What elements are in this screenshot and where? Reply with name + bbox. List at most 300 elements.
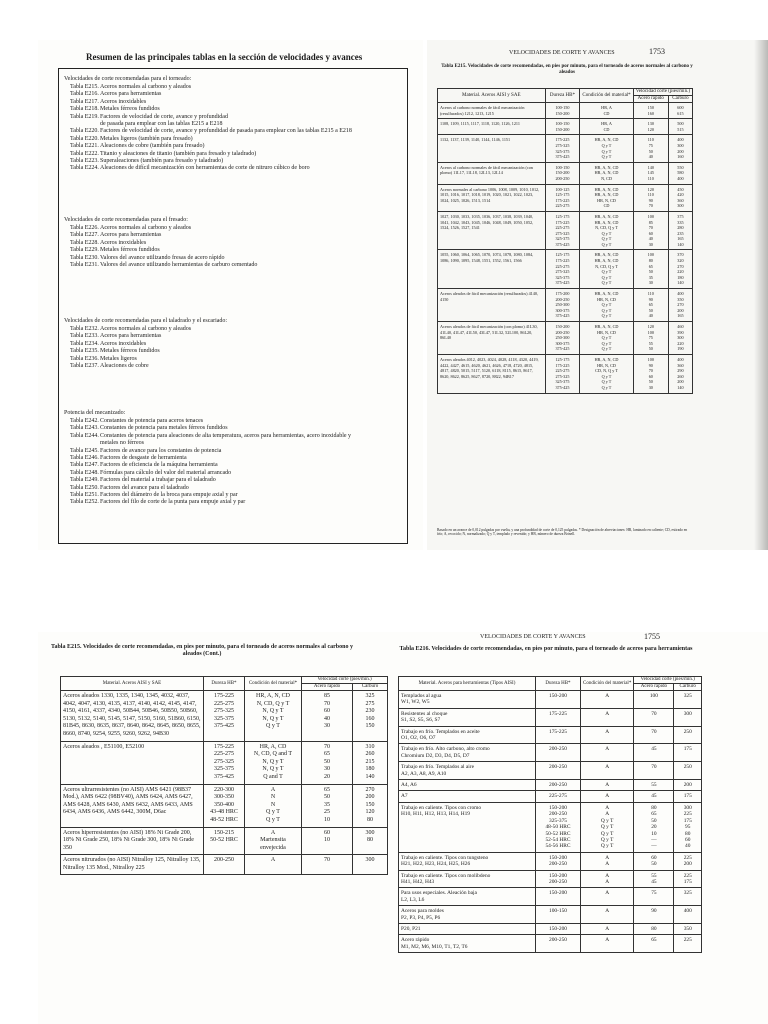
hss-speed-cell: 85 70 60 40 30 (302, 691, 353, 742)
table-e216-page (390, 632, 768, 1024)
hardness-cell: 150-200 (536, 923, 581, 934)
section-turning-heading: Velocidades de corte recomendadas para el torneado: (64, 76, 192, 82)
table-description: Metales ligeros (100, 355, 137, 362)
material-cell: 1027, 1030, 1033, 1035, 1036, 1037, 1038, 1039, 1040, 1041, 1042, 1043, 1045, 1046, 1048, 1049, 1050, 1052, 1524, 1526, 1527, 1541 (438, 211, 546, 250)
carbide-speed-cell: 400 360 290 260 200 140 (668, 354, 692, 393)
table-number: Tabla E252. (70, 499, 99, 506)
material-cell: Acero rápido M1, M2, M6, M10, T1, T2, T6 (399, 935, 536, 953)
carbide-speed-cell: 400 (674, 906, 702, 924)
section-power-list (70, 418, 351, 507)
table-caption: Tabla E215. Velocidades de corte recomendadas, en pies por minuto, para el torneado de aceros normales al carbono y aleados (Cont.) (51, 644, 353, 658)
table-body (61, 691, 388, 875)
table-row (61, 784, 388, 827)
table-caption: Tabla E216. Velocidades de corte recomendadas, en pies por minuto, para el torneado de aceros para herramientas (399, 646, 693, 652)
hardness-cell: 125-175 175-225 225-275 275-325 325-375 375-425 (545, 211, 580, 250)
condition-cell: A (581, 888, 634, 906)
table-description: Constantes de potencia para metales férreos fundidos (100, 425, 228, 432)
condition-cell: A (581, 708, 634, 726)
table-number: Tabla E242. (70, 418, 99, 424)
table-number: Tabla E245. (70, 447, 99, 454)
table-description: Factores del filo de corte de la punta para empuje axial y par (100, 499, 246, 506)
hardness-cell: 100-150 150-200 (545, 119, 580, 135)
table-list-entry (70, 128, 352, 135)
table-number: Tabla E223. (70, 158, 99, 165)
table-number: Tabla E244. (70, 432, 99, 439)
table-row (438, 119, 693, 135)
hardness-cell: 150-200 200-250 (536, 852, 581, 870)
table-list-entry (70, 333, 191, 340)
table-list-entry (70, 232, 257, 239)
condition-cell: A (581, 780, 634, 791)
col-hardness: Dureza HB* (204, 677, 245, 691)
section-drilling-list (70, 326, 191, 370)
table-row (438, 135, 693, 162)
page-number: 1755 (644, 632, 660, 641)
table-number: Tabla E249. (70, 477, 99, 484)
table-list-entry (70, 326, 191, 333)
table-description: Aceros inoxidables (100, 239, 147, 246)
condition-cell: A (581, 691, 634, 709)
table-description: Factores de eficiencia de la máquina herramienta (100, 462, 218, 469)
hardness-cell: 150-200 200-250 325-375 48-50 HRC 50-52 HRC 52-54 HRC 54-56 HRC (536, 802, 581, 852)
table-number: Tabla E227. (70, 232, 99, 239)
table-e215-page (427, 40, 768, 550)
material-cell: Aceros ultrarresistentes (no AISI) AMS 6421 (98B37 Mod.), AMS 6422 (98BV40), AMS 6424, AMS 6427, AMS 6428, AMS 6430, AMS 6432, AMS 6433, AMS 6434, AMS 6436, AMS 6442, 300M, D6ac (61, 784, 204, 827)
table-number: Tabla E234. (70, 340, 99, 347)
hardness-cell: 200-250 (204, 855, 245, 875)
table-list-entry (70, 255, 257, 262)
table-row (399, 923, 702, 934)
hss-speed-cell: 110 90 65 50 40 (633, 289, 668, 322)
table-description: Metales ligeros (también para fresado) (100, 135, 193, 142)
hss-speed-cell: 70 (634, 708, 674, 726)
hardness-cell: 175-225 (536, 708, 581, 726)
hardness-cell: 200-250 (536, 762, 581, 780)
hardness-cell: 150-215 50-52 HRC (204, 827, 245, 855)
hardness-cell: 220-300 300-350 350-400 43-48 HRC 48-52 HRC (204, 784, 245, 827)
table-number: Tabla E218. (70, 106, 99, 113)
table-list-entry (70, 462, 351, 469)
carbide-speed-cell: 500 515 (668, 119, 692, 135)
table-list-entry (70, 106, 352, 113)
table-number: Tabla E224. (70, 165, 99, 172)
table-number: Tabla E215. (70, 84, 99, 90)
carbide-speed-cell: 400 350 270 200 165 (668, 289, 692, 322)
page-gap (0, 565, 768, 625)
hss-speed-cell: 60 50 (634, 852, 674, 870)
table-list-entry (70, 91, 352, 98)
col-condition: Condición del material* (580, 89, 633, 103)
table-description: Constantes de potencia para aleaciones de alta temperatura, aceros para herramientas, acero inoxidable y (100, 432, 352, 439)
table-row (61, 827, 388, 855)
table-row (399, 935, 702, 953)
col-hss: Acero rápido (634, 684, 674, 691)
table-row (61, 691, 388, 742)
table-number: Tabla E228. (70, 239, 99, 246)
hardness-cell: 150-200 (536, 888, 581, 906)
carbide-speed-cell: 250 (674, 726, 702, 744)
table-description: Valores del avance utilizando fresas de acero rápido (100, 254, 225, 261)
condition-cell: HR, A, N, CD HR, A, N, CD N, CD, Q y T Q y T Q y T Q y T (580, 211, 633, 250)
table-list-entry (70, 363, 191, 370)
carbide-speed-cell: 175 (674, 744, 702, 762)
table-description: Constantes de potencia para aceros tenaces (100, 418, 204, 424)
hss-speed-cell: 60 10 (302, 827, 353, 855)
material-cell: Aceros hiperresistentes (no AISI) 18% Ni Grade 200, 18% Ni Grade 250, 18% Ni Grade 300, 18% Ni Grade 350 (61, 827, 204, 855)
table-list-entry (70, 143, 352, 150)
table-description: Factores de velocidad de corte, avance y profundidad de pasada para emplear con las tablas E215 a E218 (100, 128, 352, 135)
hss-speed-cell: 55 45 (634, 870, 674, 888)
table-row (399, 780, 702, 791)
col-carbide: Carburo (668, 96, 692, 103)
table-number: Tabla E246. (70, 455, 99, 462)
hss-speed-cell: 70 65 50 30 20 (302, 741, 353, 784)
table-row (399, 852, 702, 870)
table-description: Metales férreos fundidos (100, 348, 160, 355)
table-number: Tabla E231. (70, 262, 99, 269)
material-cell: Resistentes al choque S1, S2, S5, S6, S7 (399, 708, 536, 726)
table-number (70, 440, 96, 447)
hardness-cell: 175-225 (536, 726, 581, 744)
condition-cell: A Martensita envejecida (245, 827, 302, 855)
running-head: VELOCIDADES DE CORTE Y AVANCES (509, 50, 615, 56)
condition-cell: HR, A, N, CD HR, A, N, CD N, CD (580, 162, 633, 184)
table-e215-cont-page (38, 632, 390, 1024)
col-material: Material. Aceros AISI y SAE (438, 89, 546, 103)
carbide-speed-cell: 225 175 (674, 870, 702, 888)
hardness-cell: 150-200 200-250 250-300 300-375 375-425 (545, 322, 580, 355)
table-number: Tabla E248. (70, 469, 99, 476)
table-row (438, 250, 693, 289)
table-row (438, 184, 693, 211)
table-number: Tabla E220. (70, 135, 99, 142)
material-cell: Para usos especiales. Aleación baja L2, L3, L6 (399, 888, 536, 906)
hardness-cell: 175-225 275-325 325-375 375-425 (545, 135, 580, 162)
carbide-speed-cell: 225 (674, 935, 702, 953)
table-number: Tabla E243. (70, 425, 99, 432)
condition-cell: A (581, 762, 634, 780)
condition-cell: A (581, 906, 634, 924)
hardness-cell: 150-200 (536, 691, 581, 709)
col-speed: Velocidad corte (pies/min.) (634, 677, 702, 684)
condition-cell: HR, A, N, CD HR, A, N, CD N, CD, Q y T Q y T Q y T Q y T (580, 250, 633, 289)
hss-speed-cell: 80 (634, 923, 674, 934)
material-cell: Templados al agua W1, W2, W5 (399, 691, 536, 709)
hss-speed-cell: 75 (634, 888, 674, 906)
table-list-entry (70, 477, 351, 484)
material-cell: Aceros aleados , E51100, E52100 (61, 741, 204, 784)
table-description: Factores de avance para los constantes de potencia (100, 447, 222, 454)
section-drilling-heading: Velocidades de corte recomendadas para el taladrado y el escariado: (64, 318, 228, 324)
condition-cell: A A Q y T Q y T Q y T Q y T Q y T (581, 802, 634, 852)
hss-speed-cell: 90 (634, 906, 674, 924)
table-number (70, 121, 96, 128)
carbide-speed-cell: 370 320 270 220 180 140 (668, 250, 692, 289)
hss-speed-cell: 80 65 50 20 10 — — (634, 802, 674, 852)
table-description: Aleaciones de difícil mecanización con herramientas de corte de nitruro cúbico de boro (100, 165, 310, 172)
carbide-speed-cell: 450 420 360 300 (668, 184, 692, 211)
col-material: Material. Aceros para herramientas (Tipos AISI) (399, 677, 536, 691)
summary-page (38, 40, 423, 550)
carbide-speed-cell: 310 260 215 180 140 (353, 741, 388, 784)
carbide-speed-cell: 400 300 200 160 (668, 135, 692, 162)
col-carbide: Carburo (674, 684, 702, 691)
hardness-cell: 225-275 (536, 791, 581, 802)
carbide-speed-cell: 460 390 300 220 190 (668, 322, 692, 355)
table-description: Factores de velocidad de corte, avance y profundidad (100, 113, 228, 120)
hss-speed-cell: 65 50 35 25 10 (302, 784, 353, 827)
table-description: Aceros para herramientas (100, 91, 162, 98)
table-number: Tabla E233. (70, 333, 99, 340)
material-cell: A7 (399, 791, 536, 802)
carbide-speed-cell: 300 225 175 95 80 60 40 (674, 802, 702, 852)
table-number: Tabla E219. (70, 113, 99, 120)
carbide-speed-cell: 200 (674, 780, 702, 791)
condition-cell: A A (581, 852, 634, 870)
table-description: metales no férreos (100, 440, 144, 447)
condition-cell: HR, A CD (580, 119, 633, 135)
footnote-abbreviations: * Designación de abreviaciones: HR, laminado en caliente; CD, estirado en frío; A, recocido; N, normalizado; Q y T, templado y revenido; y HB, número de dureza Brinell. (437, 528, 688, 537)
material-cell: Trabajo en caliente. Tipos con tungsteno H21, H22, H23, H24, H25, H26 (399, 852, 536, 870)
condition-cell: HR, A, CD N, CD, Q and T N, Q y T N, Q y T Q and T (245, 741, 302, 784)
hss-speed-cell: 120 100 75 55 50 (633, 322, 668, 355)
hss-speed-cell: 100 (634, 691, 674, 709)
condition-cell: HR, A, N, CD HR, N, CD Q y T Q y T Q y T (580, 289, 633, 322)
table-description: Aceros para herramientas (100, 333, 162, 340)
table-number: Tabla E217. (70, 98, 99, 105)
carbide-speed-cell: 250 (674, 762, 702, 780)
material-cell: 1055, 1060, 1064, 1065, 1070, 1074, 1078, 1080, 1084, 1086, 1090, 1095, 1548, 1551, 1552, 1561, 1566 (438, 250, 546, 289)
table-row (399, 691, 702, 709)
table-row (399, 726, 702, 744)
carbide-speed-cell: 270 200 150 120 80 (353, 784, 388, 827)
table-row (438, 289, 693, 322)
table-description: Superaleaciones (también para fresado y taladrado) (100, 158, 224, 165)
carbide-speed-cell: 300 (674, 708, 702, 726)
section-milling-heading: Velocidades de corte recomendadas para el fresado: (64, 217, 188, 223)
table-list-entry (70, 84, 352, 91)
table-number: Tabla E230. (70, 254, 99, 261)
hardness-cell: 125-175 175-225 225-275 275-325 325-375 375-425 (545, 250, 580, 289)
running-head: VELOCIDADES DE CORTE Y AVANCES (480, 634, 586, 640)
hardness-cell: 100-150 (536, 906, 581, 924)
table-row (399, 870, 702, 888)
table-description: Aceros inoxidables (100, 340, 147, 347)
table-list-entry (70, 348, 191, 355)
tool-steel-table (398, 676, 702, 953)
table-row (399, 802, 702, 852)
condition-cell: A (581, 791, 634, 802)
table-list-entry (70, 247, 257, 254)
material-cell: 1108, 1109, 1115, 1117, 1118, 1120, 1126, 1211 (438, 119, 546, 135)
table-list-entry (70, 151, 352, 158)
table-footnote (437, 528, 693, 537)
hss-speed-cell: 120 110 90 70 (633, 184, 668, 211)
table-row (399, 888, 702, 906)
material-cell: Aceros aleados 1330, 1335, 1340, 1345, 4032, 4037, 4042, 4047, 4130, 4135, 4137, 4140, 4142, 4145, 4147, 4150, 4161, 4337, 4340, 50B44, 50B46, 50B50, 50B60, 5130, 5132, 5140, 5145, 5147, 5150, 5160, 51B60, 6150, 81B45, 8630, 8635, 8637, 8640, 8642, 8645, 8650, 8655, 8660, 8740, 9254, 9255, 9260, 9262, 94B30 (61, 691, 204, 742)
scan-shadow (754, 40, 768, 550)
table-description: Factores del diámetro de la broca para empuje axial y par (100, 492, 238, 499)
table-description: Aceros normales al carbono y aleados (100, 225, 192, 231)
table-number: Tabla E250. (70, 484, 99, 491)
table-list-entry (70, 470, 351, 477)
table-row (399, 791, 702, 802)
hardness-cell: 175-225 225-275 275-325 325-375 375-425 (204, 741, 245, 784)
table-number: Tabla E216. (70, 91, 99, 98)
carbide-speed-cell: 300 (353, 855, 388, 875)
col-condition: Condición del material* (245, 677, 302, 691)
table-list-entry (70, 499, 351, 506)
material-cell: Aceros aleados de fácil mecanización (con plomo) 41L30, 41L40, 41L47, 41L50, 43L47, 51L32, 52L100, 86L20, 86L40 (438, 322, 546, 355)
hss-speed-cell: 45 (634, 744, 674, 762)
hss-speed-cell: 110 75 50 40 (633, 135, 668, 162)
col-hss: Acero rápido (633, 96, 668, 103)
table-row (438, 354, 693, 393)
hss-speed-cell: 100 90 70 60 50 30 (633, 354, 668, 393)
col-carbide: Carburo (353, 684, 388, 691)
summary-title: Resumen de las principales tablas en la sección de velocidades y avances (86, 52, 363, 62)
table-number: Tabla E232. (70, 326, 99, 332)
table-row (399, 906, 702, 924)
table-body (399, 691, 702, 953)
table-description: Metales férreos fundidos (100, 247, 160, 254)
hardness-cell: 175-200 200-250 250-300 300-375 375-425 (545, 289, 580, 322)
table-list-entry (70, 425, 351, 432)
table-number: Tabla E237. (70, 363, 99, 370)
table-caption: Tabla E215. Velocidades de corte recomendadas, en pies por minuto, para el torneado de aceros normales al carbono y aleados (441, 64, 693, 75)
condition-cell: A (581, 726, 634, 744)
table-description: Aceros inoxidables (100, 98, 147, 105)
table-row (61, 741, 388, 784)
carbide-speed-cell: 325 (674, 691, 702, 709)
table-number: Tabla E229. (70, 247, 99, 254)
condition-cell: HR, A, N, CD N, CD, Q y T N, Q y T N, Q y T Q y T (245, 691, 302, 742)
table-number: Tabla E221. (70, 143, 99, 150)
hss-speed-cell: 70 (302, 855, 353, 875)
material-cell: Aceros normales al carbono 1006, 1008, 1009, 1010, 1012, 1015, 1016, 1017, 1018, 1019, 1020, 1021, 1022, 1023, 1024, 1025, 1026, 1513, 1514 (438, 184, 546, 211)
cutting-speed-table (437, 88, 693, 394)
table-list-entry (70, 165, 352, 172)
carbide-speed-cell: 600 615 (668, 103, 692, 119)
section-milling-list (70, 225, 257, 269)
material-cell: A4, A6 (399, 780, 536, 791)
col-hardness: Dureza HB* (545, 89, 580, 103)
col-condition: Condición del material* (581, 677, 634, 691)
table-description: Valores del avance utilizando herramientas de carburo cementado (100, 262, 258, 269)
carbide-speed-cell: 350 (674, 923, 702, 934)
material-cell: Trabajo en frío. Alto carbono, alto cromo Chromium D2, D3, D4, D5, D7 (399, 744, 536, 762)
table-number: Tabla E222. (70, 150, 99, 157)
table-description: Factores del avance para el taladrado (100, 484, 189, 491)
hss-speed-cell: 140 145 110 (633, 162, 668, 184)
table-number: Tabla E220. (70, 128, 99, 135)
condition-cell: A N N Q y T Q y T (245, 784, 302, 827)
table-number: Tabla E251. (70, 492, 99, 499)
col-material: Material. Aceros AISI y SAE (61, 677, 204, 691)
table-description: Aceros normales al carbono y aleados (100, 84, 192, 90)
hss-speed-cell: 130 120 (633, 119, 668, 135)
hss-speed-cell: 150 160 (633, 103, 668, 119)
condition-cell: HR, A, N, CD HR, N, CD Q y T Q y T Q y T (580, 322, 633, 355)
table-description: Aleaciones de cobre (100, 363, 149, 370)
hardness-cell: 100-150 150-200 (545, 103, 580, 119)
material-cell: Aceros al carbono normales de fácil mecanización (con plomo) 11L17, 11L18, 12L13, 12L14 (438, 162, 546, 184)
table-row (399, 762, 702, 780)
col-speed: Velocidad corte (pies/min.) (302, 677, 388, 684)
hss-speed-cell: 100 85 70 60 40 30 (633, 211, 668, 250)
carbide-speed-cell: 375 335 280 235 165 140 (668, 211, 692, 250)
hss-speed-cell: 70 (634, 726, 674, 744)
table-row (438, 162, 693, 184)
cutting-speed-table-cont (60, 676, 388, 875)
condition-cell: A (245, 855, 302, 875)
table-description: Fórmulas para cálculo del valor del material arrancado (100, 469, 232, 476)
material-cell: Trabajo en frío. Templados al aire A2, A3, A8, A9, A10 (399, 762, 536, 780)
carbide-speed-cell: 325 (674, 888, 702, 906)
table-description: Aceros normales al carbono y aleados (100, 326, 192, 332)
hardness-cell: 200-250 (536, 744, 581, 762)
carbide-speed-cell: 550 580 400 (668, 162, 692, 184)
section-turning-list (70, 84, 352, 173)
col-speed: Velocidad corte (pies/min.) (633, 89, 692, 96)
condition-cell: A (581, 935, 634, 953)
hardness-cell: 125-175 175-225 225-275 275-325 325-375 375-425 (545, 354, 580, 393)
table-description: Factores del material a trabajar para el taladrado (100, 477, 216, 484)
table-list-entry (70, 262, 257, 269)
table-number: Tabla E226. (70, 225, 99, 231)
hss-speed-cell: 100 80 65 50 35 30 (633, 250, 668, 289)
condition-cell: HR, A, N, CD Q y T Q y T Q y T (580, 135, 633, 162)
carbide-speed-cell: 300 80 (353, 827, 388, 855)
table-body (438, 103, 693, 394)
hardness-cell: 200-250 (536, 935, 581, 953)
hss-speed-cell: 55 (634, 780, 674, 791)
hardness-cell: 175-225 225-275 275-325 325-375 375-425 (204, 691, 245, 742)
hss-speed-cell: 70 (634, 762, 674, 780)
table-list-entry (70, 240, 257, 247)
table-list-entry (70, 225, 257, 232)
material-cell: Aceros aleados 4012, 4023, 4024, 4028, 4118, 4320, 4419, 4422, 4427, 4615, 4620, 4621, 4626, 4718, 4720, 4815, 4817, 4820, 5015, 5117, 5120, 6118, 8115, 8615, 8617, 8620, 8622, 8625, 8627, 8720, 8822, 94B17 (438, 354, 546, 393)
condition-cell: HR, A, N, CD HR, A, N, CD HR, N, CD CD (580, 184, 633, 211)
condition-cell: HR, A CD (580, 103, 633, 119)
material-cell: Aceros al carbono normales de fácil mecanización (resulfurados) 1212, 1213, 1215 (438, 103, 546, 119)
table-list-entry (70, 448, 351, 455)
section-power-heading: Potencia del mecanizado: (64, 410, 126, 416)
material-cell: Aceros aleados de fácil mecanización (resulfurados) 4140, 4150 (438, 289, 546, 322)
table-row (438, 322, 693, 355)
material-cell: P20, P21 (399, 923, 536, 934)
table-description: Factores de desgaste de herramienta (100, 455, 187, 462)
table-description: Aceros para herramientas (100, 232, 162, 239)
table-number: Tabla E236. (70, 355, 99, 362)
table-list-entry (70, 356, 191, 363)
material-cell: Aceros para moldes P2, P3, P4, P5, P6 (399, 906, 536, 924)
table-list-entry (70, 440, 351, 447)
hardness-cell: 100-125 125-175 175-225 225-275 (545, 184, 580, 211)
table-description: de pasada para emplear con las tablas E215 a E218 (100, 121, 223, 128)
carbide-speed-cell: 225 200 (674, 852, 702, 870)
condition-cell: HR, A, N, CD HR, N, CD CD, N, Q y T Q y T Q y T Q y T (580, 354, 633, 393)
material-cell: Trabajo en caliente. Tipos con molibdeno H41, H42, H43 (399, 870, 536, 888)
table-row (438, 211, 693, 250)
hardness-cell: 150-200 200-250 (536, 870, 581, 888)
table-row (61, 855, 388, 875)
table-list-entry (70, 114, 352, 121)
hss-speed-cell: 45 (634, 791, 674, 802)
material-cell: Trabajo en frío. Templados en aceite O1, O2, O6, O7 (399, 726, 536, 744)
table-list-entry (70, 485, 351, 492)
table-row (399, 708, 702, 726)
